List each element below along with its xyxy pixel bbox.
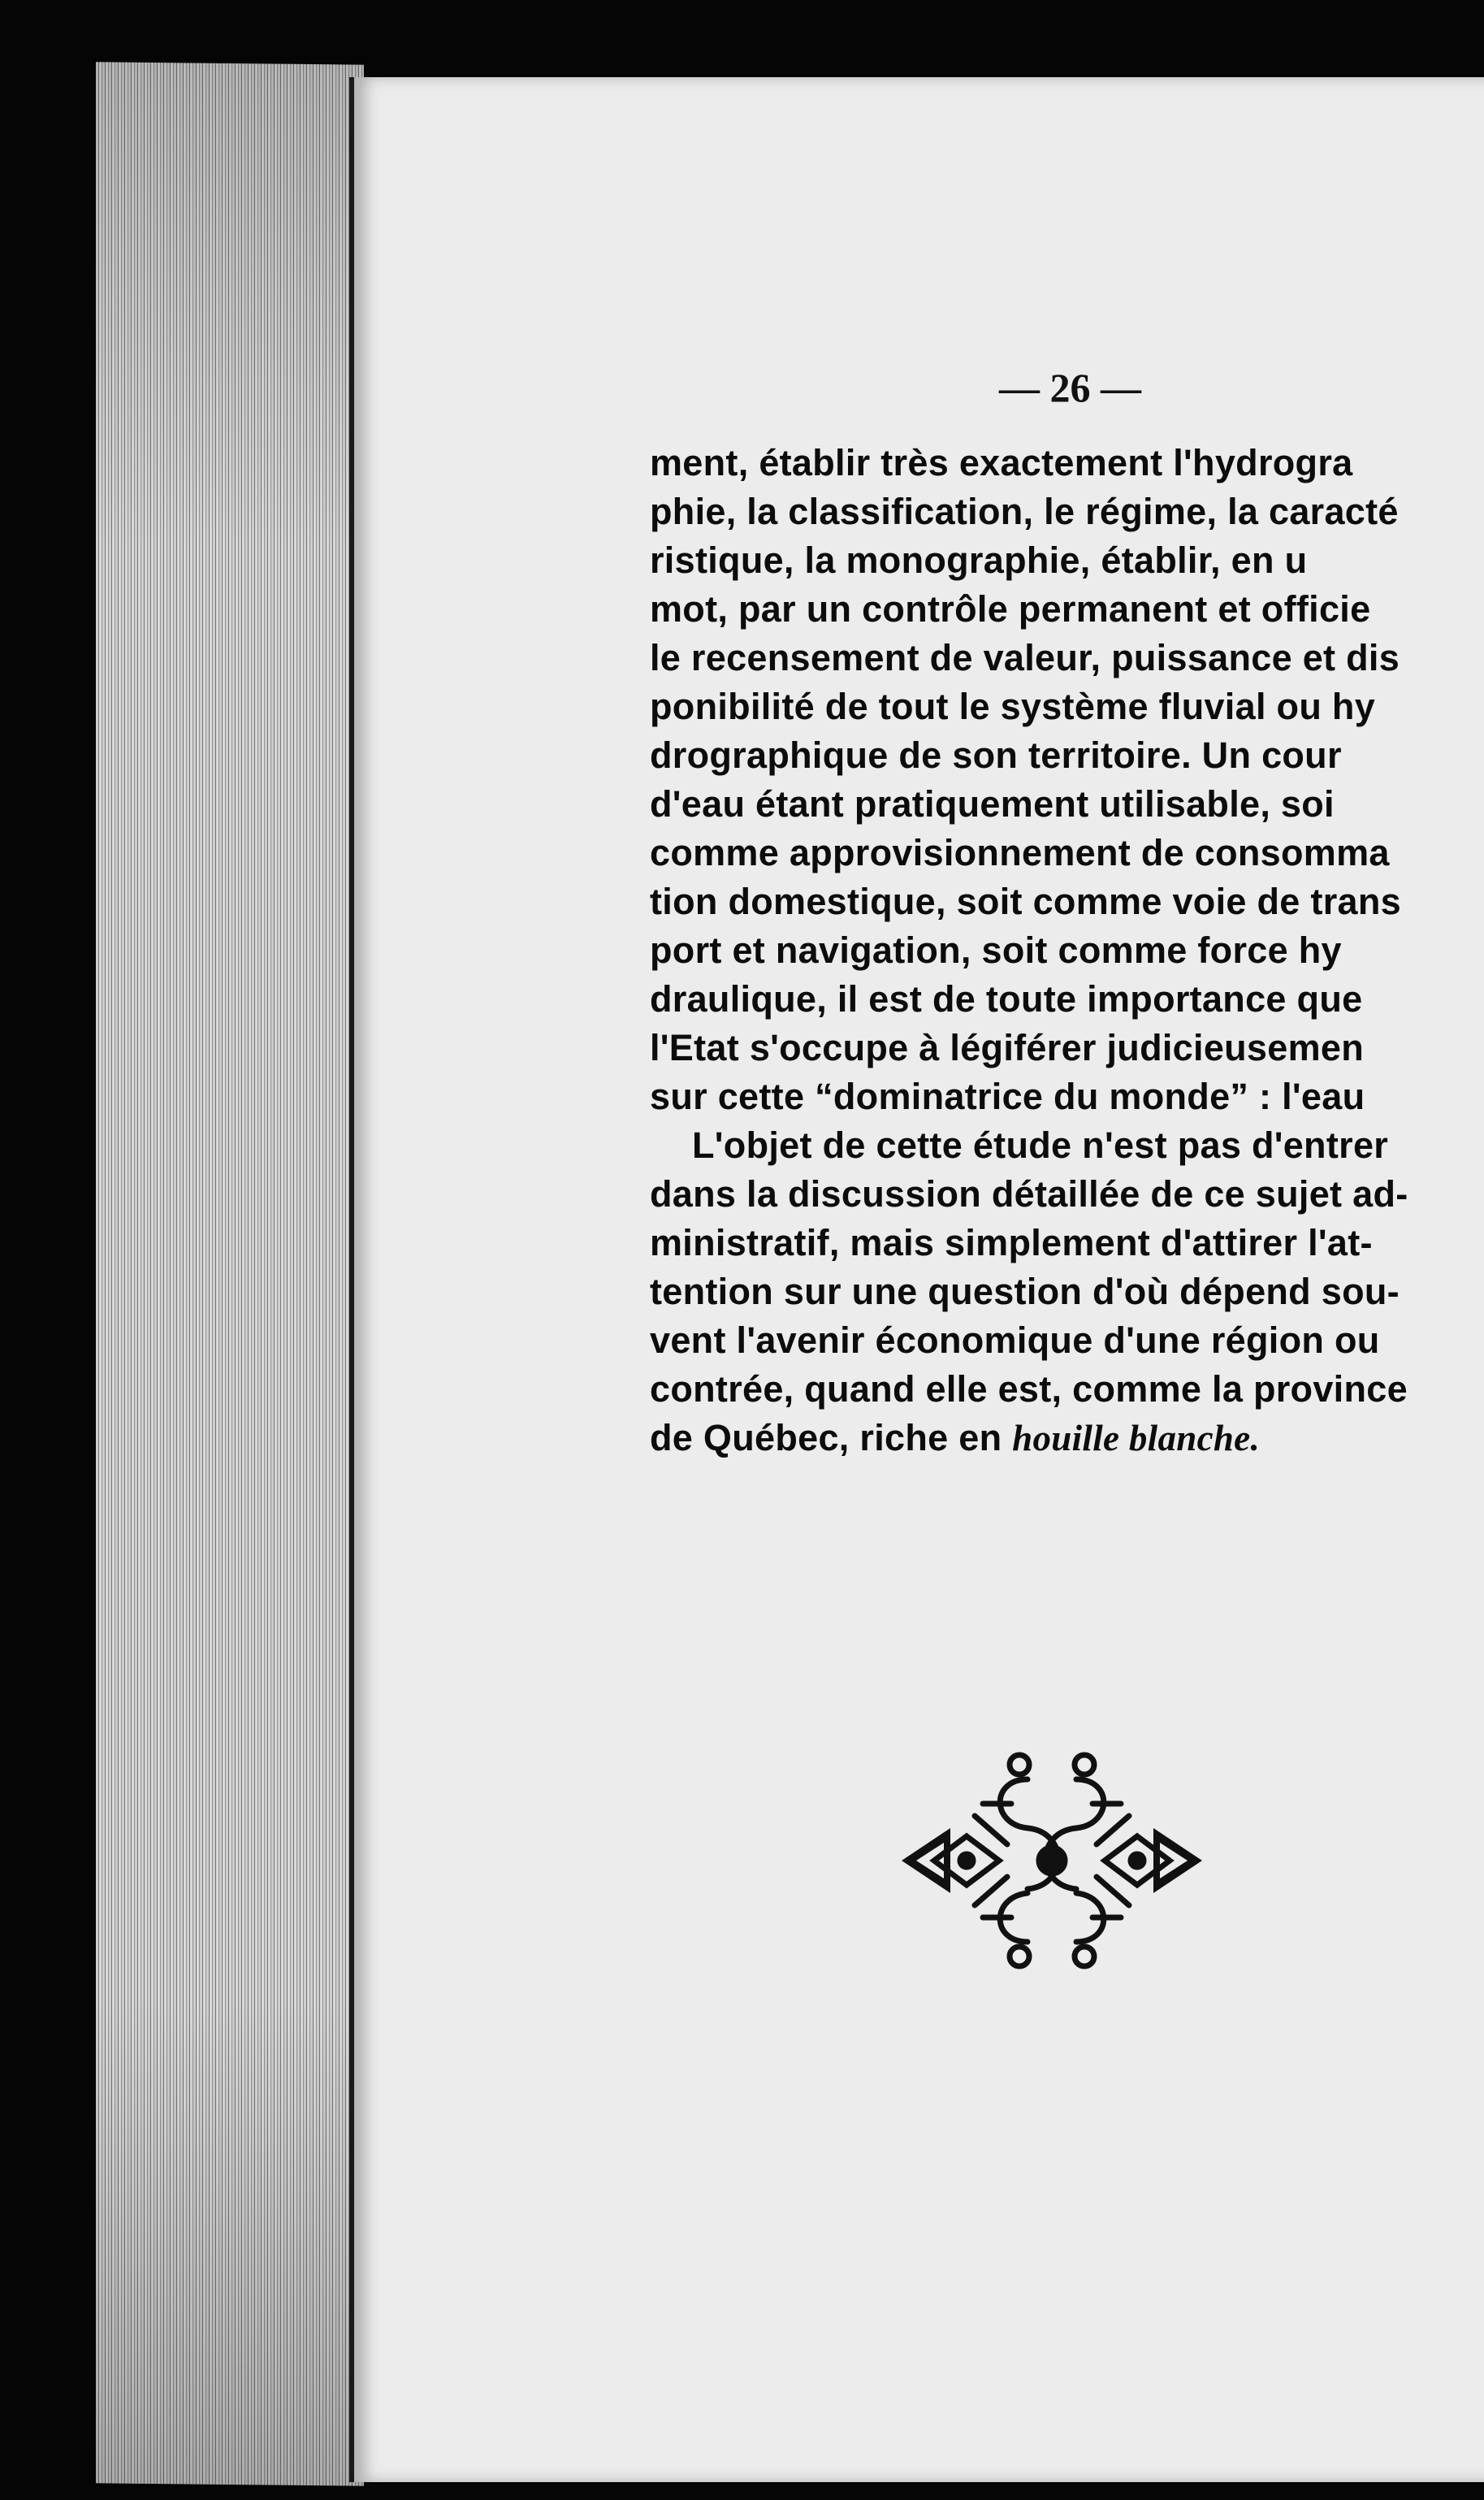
text-line: dans la discussion détaillée de ce sujet ad- bbox=[650, 1173, 1408, 1215]
text-line: l'Etat s'occupe à légiférer judicieusemen bbox=[650, 1027, 1365, 1068]
last-line-prefix: de Québec, riche en bbox=[650, 1417, 1013, 1458]
text-line: vent l'avenir économique d'une région ou bbox=[650, 1319, 1380, 1361]
text-line: ristique, la monographie, établir, en u bbox=[650, 539, 1308, 581]
text-line: phie, la classification, le régime, la caracté bbox=[650, 491, 1399, 532]
text-line: draulique, il est de toute importance que bbox=[650, 978, 1363, 1020]
text-line: ment, établir très exactement l'hydrogra bbox=[650, 442, 1353, 483]
text-line: ministratif, mais simplement d'attirer l'at- bbox=[650, 1222, 1373, 1263]
text-line: ponibilité de tout le système fluvial ou hy bbox=[650, 686, 1376, 727]
page-number: — 26 — bbox=[999, 365, 1141, 410]
text-line: le recensement de valeur, puissance et dis bbox=[650, 637, 1400, 678]
text-line: drographique de son territoire. Un cour bbox=[650, 734, 1342, 776]
text-line: contrée, quand elle est, comme la province bbox=[650, 1368, 1408, 1410]
stacked-page-edges bbox=[96, 62, 364, 2485]
text-line: d'eau étant pratiquement utilisable, soi bbox=[650, 783, 1335, 825]
text-line: tention sur une question d'où dépend sou- bbox=[650, 1271, 1400, 1312]
text-line: tion domestique, soit comme voie de trans bbox=[650, 881, 1401, 922]
text-line: mot, par un contrôle permanent et officie bbox=[650, 588, 1371, 630]
houille-blanche-emphasis: houille blanche. bbox=[1012, 1418, 1260, 1458]
fleuron-ornament-icon bbox=[893, 1747, 1210, 1974]
text-line: comme approvisionnement de consomma bbox=[650, 832, 1390, 873]
text-line: port et navigation, soit comme force hy bbox=[650, 929, 1342, 971]
text-line: sur cette “dominatrice du monde” : l'eau bbox=[650, 1076, 1365, 1117]
last-text-line bbox=[650, 1414, 1484, 1462]
body-text bbox=[650, 439, 1484, 1462]
text-line: L'objet de cette étude n'est pas d'entrer bbox=[692, 1124, 1389, 1166]
